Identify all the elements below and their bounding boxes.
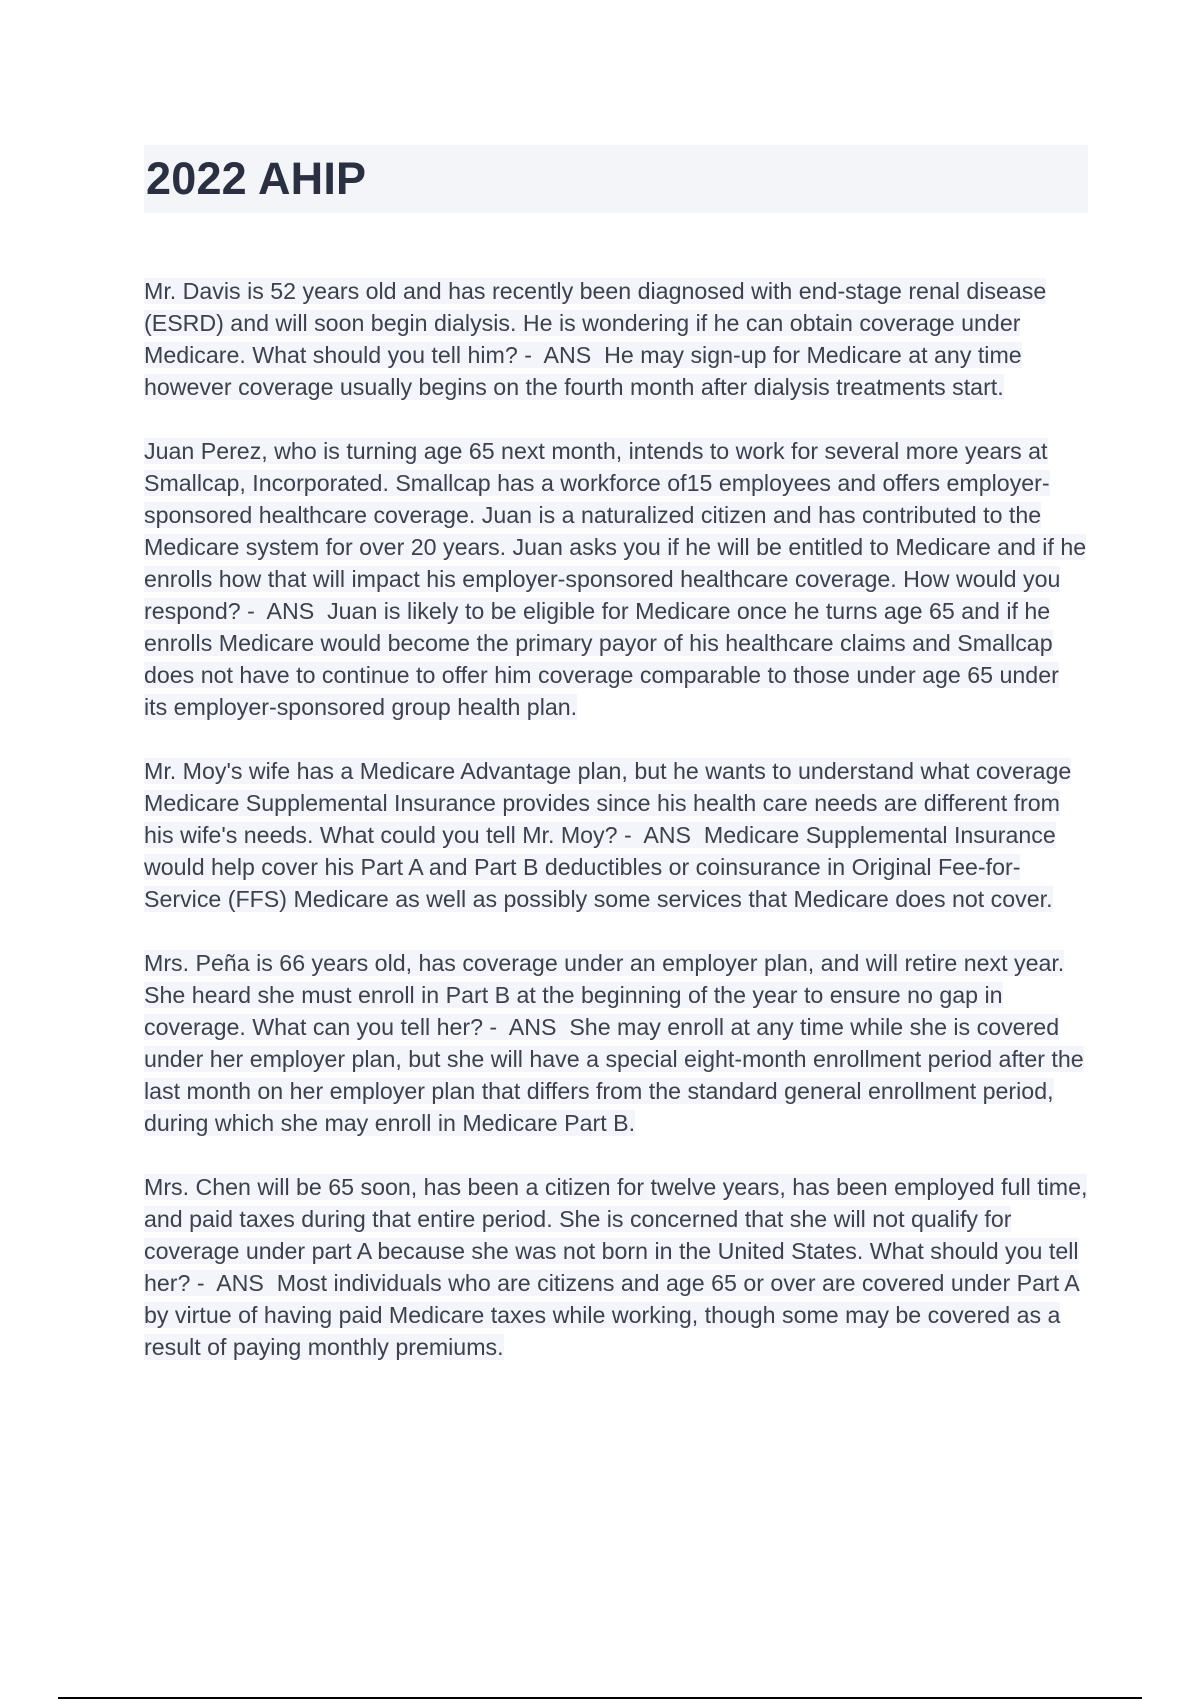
title-banner (144, 145, 1088, 213)
answer-marker: ANS (266, 598, 315, 624)
answer-marker: ANS (216, 1270, 264, 1296)
qa-item: Mrs. Chen will be 65 soon, has been a citizen for twelve years, has been employed full time, and paid taxes during that entire period. She is concerned that she will not qualify for coverage under part A because she was not born in the United States. What should you tell her? - ANS Most individuals who are citizens and age 65 or over are covered under Part A by virtue of having paid Medicare taxes while working, though some may be covered as a result of paying monthly premiums. (144, 1174, 1088, 1360)
answer-text: She may enroll at any time while she is covered under her employer plan, but she will have a special eight-month enrollment period after the last month on her employer plan that differs from the standard general enrollment period, during which she may enroll in Medicare Part B. (144, 1014, 1084, 1136)
qa-list (144, 275, 1088, 1395)
document-title: 2022 AHIP (146, 153, 367, 204)
qa-item: Mr. Moy's wife has a Medicare Advantage plan, but he wants to understand what coverage Medicare Supplemental Insurance provides since his health care needs are different from his wife's needs. What could you tell Mr. Moy? - ANS Medicare Supplemental Insurance would help cover his Part A and Part B deductibles or coinsurance in Original Fee-for-Service (FFS) Medicare as well as possibly some services that Medicare does not cover. (144, 758, 1072, 912)
answer-marker: ANS (643, 822, 692, 848)
qa-item: Juan Perez, who is turning age 65 next month, intends to work for several more years at Smallcap, Incorporated. Smallcap has a workforce of15 employees and offers employer-sponsored healthcare coverage. Juan is a naturalized citizen and has contributed to the Medicare system for over 20 years. Juan asks you if he will be entitled to Medicare and if he enrolls how that will impact his employer-sponsored healthcare coverage. How would you respond? - ANS Juan is likely to be eligible for Medicare once he turns age 65 and if he enrolls Medicare would become the primary payor of his healthcare claims and Smallcap does not have to continue to offer him coverage comparable to those under age 65 under its employer-sponsored group health plan. (144, 438, 1087, 720)
question-text: Juan Perez, who is turning age 65 next month, intends to work for several more years at Smallcap, Incorporated. Smallcap has a workforce of15 employees and offers employer-sponsored healthcare coverage. Juan is a naturalized citizen and has contributed to the Medicare system for over 20 years. Juan asks you if he will be entitled to Medicare and if he enrolls how that will impact his employer-sponsored healthcare coverage. How would you respond? (144, 438, 1087, 624)
answer-marker: ANS (508, 1014, 557, 1040)
question-text: Mrs. Peña is 66 years old, has coverage under an employer plan, and will retire next year. She heard she must enroll in Part B at the beginning of the year to ensure no gap in coverage. What can you tell her? (144, 950, 1065, 1040)
footer-divider (58, 1697, 1142, 1699)
qa-item: Mrs. Peña is 66 years old, has coverage under an employer plan, and will retire next year. She heard she must enroll in Part B at the beginning of the year to ensure no gap in coverage. What can you tell her? - ANS She may enroll at any time while she is covered under her employer plan, but she will have a special eight-month enrollment period after the last month on her employer plan that differs from the standard general enrollment period, during which she may enroll in Medicare Part B. (144, 950, 1084, 1136)
question-text: Mrs. Chen will be 65 soon, has been a citizen for twelve years, has been employed full time, and paid taxes during that entire period. She is concerned that she will not qualify for coverage under part A because she was not born in the United States. What should you tell her? (144, 1174, 1088, 1296)
answer-marker: ANS (543, 342, 592, 368)
qa-item: Mr. Davis is 52 years old and has recently been diagnosed with end-stage renal disease (ESRD) and will soon begin dialysis. He is wondering if he can obtain coverage under Medicare. What should you tell him? - ANS He may sign-up for Medicare at any time however coverage usually begins on the fourth month after dialysis treatments start. (144, 278, 1047, 400)
answer-text: Juan is likely to be eligible for Medicare once he turns age 65 and if he enrolls Medicare would become the primary payor of his healthcare claims and Smallcap does not have to continue to offer him coverage comparable to those under age 65 under its employer-sponsored group health plan. (144, 598, 1059, 720)
answer-text: Most individuals who are citizens and age 65 or over are covered under Part A by virtue of having paid Medicare taxes while working, though some may be covered as a result of paying monthly premiums. (144, 1270, 1079, 1360)
answer-text: Medicare Supplemental Insurance would help cover his Part A and Part B deductibles or coinsurance in Original Fee-for-Service (FFS) Medicare as well as possibly some services that Medicare does not cover. (144, 822, 1056, 912)
question-text: Mr. Moy's wife has a Medicare Advantage plan, but he wants to understand what coverage Medicare Supplemental Insurance provides since his health care needs are different from his wife's needs. What could you tell Mr. Moy? (144, 758, 1072, 848)
question-text: Mr. Davis is 52 years old and has recently been diagnosed with end-stage renal disease (ESRD) and will soon begin dialysis. He is wondering if he can obtain coverage under Medicare. What should you tell him? (144, 278, 1047, 368)
answer-text: He may sign-up for Medicare at any time however coverage usually begins on the fourth month after dialysis treatments start. (144, 342, 1022, 400)
